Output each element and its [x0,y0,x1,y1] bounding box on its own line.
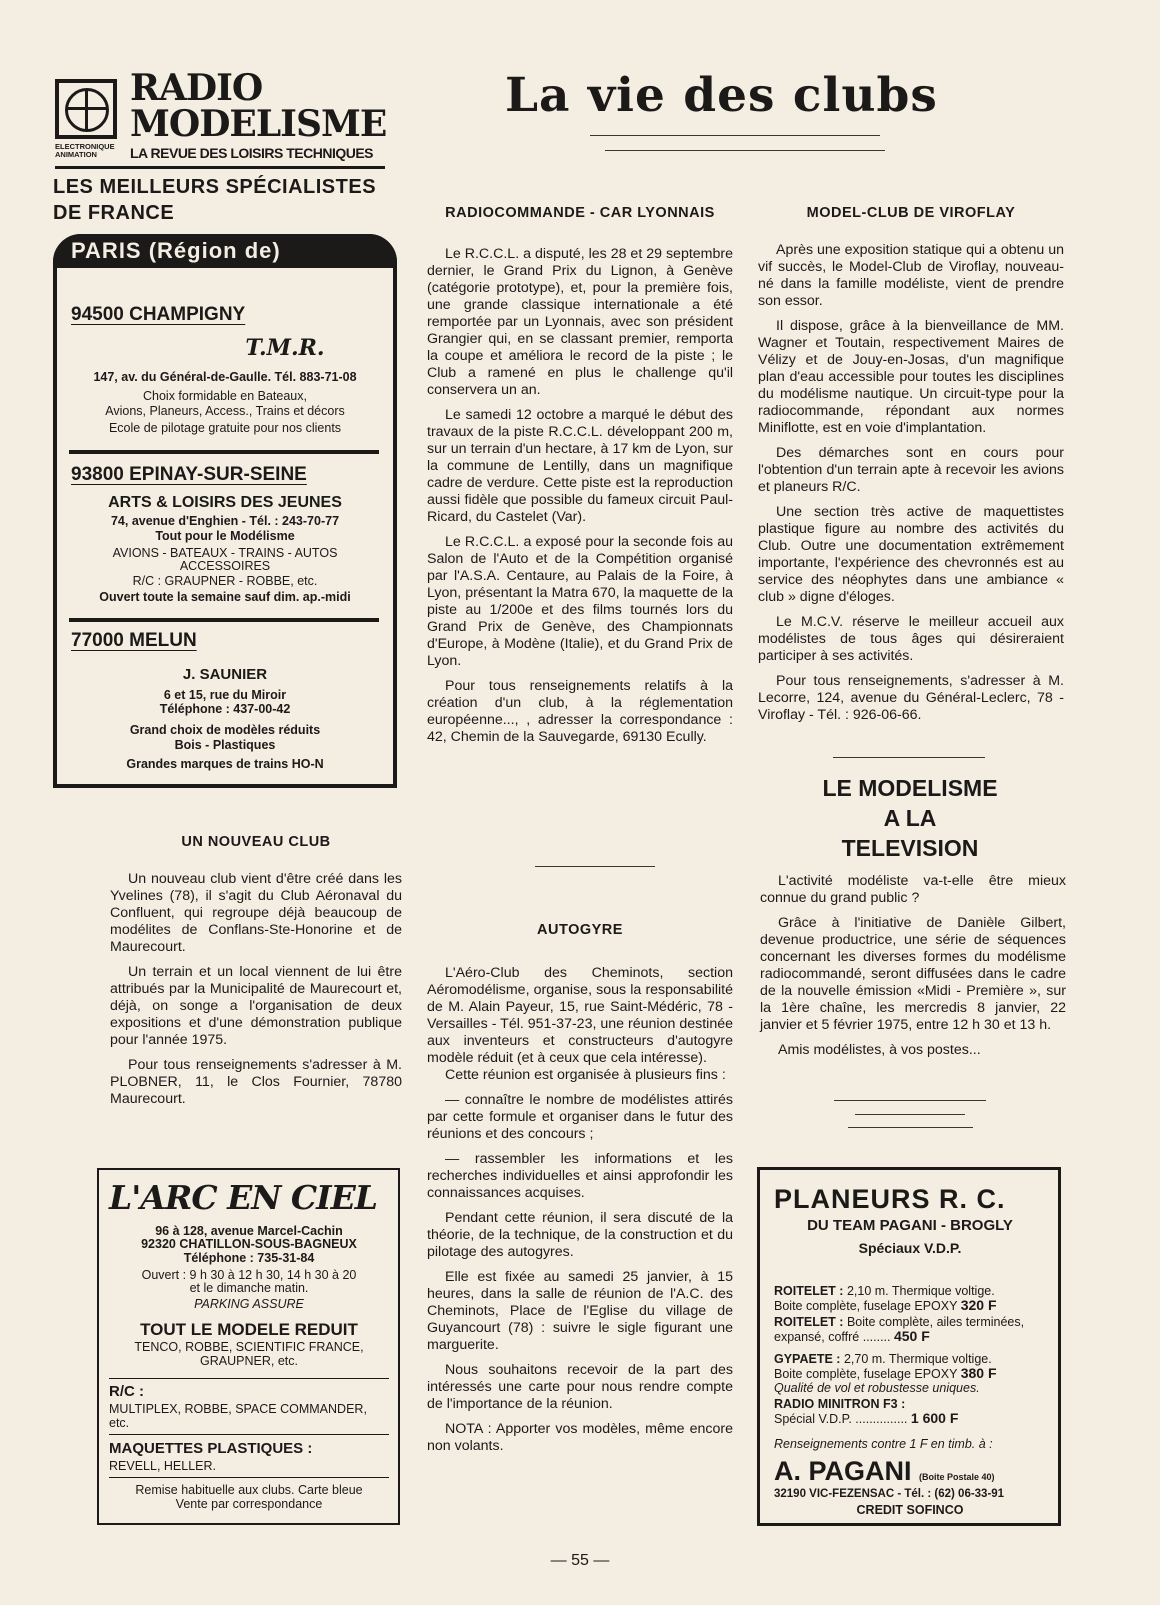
shop-line: ACCESSOIRES [179,559,271,573]
title-rule [605,150,885,151]
logo-icon [55,79,117,139]
page-title: La vie des clubs [505,68,938,123]
autogyre-article [427,922,733,1463]
arc-section-text: REVELL, HELLER. [109,1459,216,1473]
masthead-subtitle: LA REVUE DES LOISIRS TECHNIQUES [130,145,374,161]
planeurs-item: ROITELET : Boite complète, ailes terminées, expansé, coffré ........ 450 F [774,1315,1025,1344]
section-rule [833,757,985,758]
arc-section-title: TOUT LE MODELE REDUIT [140,1320,358,1339]
planeurs-address: 32190 VIC-FEZENSAC - Tél. : (62) 06-33-91 [774,1488,1005,1500]
planeurs-company: A. PAGANI (Boite Postale 40) [774,1456,995,1486]
shop-line: Téléphone : 437-00-42 [159,702,291,716]
article-paragraph: Le M.C.V. réserve le meilleur accueil aux modélistes de tous âges qui désireraient participer à ses activités. [758,614,1064,664]
article-paragraph: — rassembler les informations et les recherches individuelles et ainsi approfondir les connaissances acquises. [427,1151,733,1201]
shop-line: Bois - Plastiques [174,738,276,752]
planeurs-item: GYPAETE : 2,70 m. Thermique voltige. Boite complète, fuselage EPOXY 380 F [774,1352,997,1381]
car-lyonnais-article [427,205,733,754]
planeurs-ad [757,1167,1061,1526]
article-paragraph: Des démarches sont en cours pour l'obtention d'un terrain apte à recevoir les avions et planeurs R/C. [758,445,1064,495]
arc-title: L'ARC EN CIEL [109,1178,377,1217]
shop-line: R/C : GRAUPNER - ROBBE, etc. [132,574,318,588]
article-paragraph: Le samedi 12 octobre a marqué le début des travaux de la piste R.C.C.L. développant 200 m, sur un terrain d'un hectare, à 17 km de Lyon, sur la commune de Lentilly, dans un magnifique cadre de verdure. Cette piste est la reproduction aussi fidèle que possible du fameux circuit Paul-Ricard, du Castelet (Var). [427,407,733,525]
divider [109,1434,389,1435]
arc-address: 92320 CHATILLON-SOUS-BAGNEUX [141,1237,357,1251]
article-paragraph: Cette réunion est organisée à plusieurs fins : [445,1067,726,1083]
planeurs-radio: RADIO MINITRON F3 : [774,1397,906,1411]
shop-line: Ouvert toute la semaine sauf dim. ap.-midi [99,590,351,604]
shop-line: Choix formidable en Bateaux, [143,389,307,403]
planeurs-item: ROITELET : 2,10 m. Thermique voltige. Boite complète, fuselage EPOXY 320 F [774,1284,997,1313]
planeurs-credit: CREDIT SOFINCO [856,1503,964,1517]
article-paragraph: Une section très active de maquettistes plastique figure au nombre des activités du Club. Outre une documentation extrêmement importante, l'expérience des chevronnés est au service des néophytes dans une ambiance « club » digne d'éloges. [758,504,1064,605]
planeurs-radio-line: Spécial V.D.P. ............... 1 600 F [774,1410,959,1426]
article-paragraph: Elle est fixée au samedi 25 janvier, à 15 heures, dans la salle de réunion de l'A.C. des Cheminots, Place de l'Eglise du village de Guyancourt (78) : suivre le sigle figurant une marguerite. [427,1269,733,1353]
article-paragraph: L'Aéro-Club des Cheminots, section Aéromodélisme, organise, sous la responsabilité de M. Alain Payeur, 15, rue Saint-Médéric, 78 - Versailles - Tél. 951-37-23, une réunion destinée aux inventeurs et constructeurs d'autogyre modèle réduit (et à ceux que cela intéresse). [427,965,733,1066]
divider [69,450,379,454]
shop-line: Ecole de pilotage gratuite pour nos clients [108,421,342,435]
arc-hours: Ouvert : 9 h 30 à 12 h 30, 14 h 30 à 20 [141,1268,357,1282]
planeurs-subtitle: DU TEAM PAGANI - BROGLY [807,1217,1013,1234]
planeurs-quality: Qualité de vol et robustesse uniques. [774,1381,980,1395]
article-paragraph: Grâce à l'initiative de Danièle Gilbert, devenue productrice, une série de séquences concernant les diverses formes du modélisme radiocommandé, seront diffusées dans le cadre de la nouvelle émission «Midi - Première », sur la 1ère chaîne, les mercredis 8 janvier, 22 janvier et 5 février 1975, entre 12 h 30 et 13 h. [760,915,1066,1033]
television-heading: LE MODELISME A LA TELEVISION [822,775,998,861]
article-paragraph: Il dispose, grâce à la bienveillance de MM. Wagner et Toutain, respectivement Maires de Vélizy et de Jouy-en-Josas, d'un magnifique plan d'eau accessible pour toutes les disciplines du modélisme nautique. Un circuit-type pour la radiocommande, répondant aux normes Miniflotte, est en voie d'implantation. [758,318,1064,436]
shop-line: Tout pour le Modélisme [155,529,295,543]
arc-section-text: TENCO, ROBBE, SCIENTIFIC FRANCE, GRAUPNER, etc. [134,1340,364,1368]
arc-section-title: MAQUETTES PLASTIQUES : [109,1440,313,1457]
arc-hours: et le dimanche matin. [189,1281,309,1295]
shop-name: T.M.R. [245,335,325,361]
article-paragraph: Pour tous renseignements relatifs à la création d'un club, à la réglementation européenne..., , adresser la correspondance : 42, Chemin de la Sauvegarde, 69130 Ecully. [427,678,733,745]
shop-city: 93800 EPINAY-SUR-SEINE [71,464,307,485]
arc-address: 96 à 128, avenue Marcel-Cachin [155,1224,343,1238]
article-paragraph: Un terrain et un local viennent de lui être attribués par la Municipalité de Maurecourt et, déjà, on songe a l'organisation de deux expositions et d'une démonstration publique pour l'année 1975. [110,964,402,1048]
shop-line: Grand choix de modèles réduits [129,723,321,737]
divider [109,1477,389,1478]
shop-line: Grandes marques de trains HO-N [126,757,324,771]
article-paragraph: NOTA : Apporter vos modèles, même encore non volants. [427,1421,733,1454]
arc-footer: Remise habituelle aux clubs. Carte bleue [135,1483,363,1497]
arc-footer: Vente par correspondance [175,1497,323,1511]
television-article [760,873,1066,1067]
divider [109,1378,389,1379]
shop-name: ARTS & LOISIRS DES JEUNES [108,494,342,511]
article-paragraph: Après une exposition statique qui a obtenu un vif succès, le Model-Club de Viroflay, nouveau-né dans la famille modéliste, vient de prendre son essor. [758,242,1064,309]
page-number: — 55 — [550,1552,610,1569]
section-rule [855,1114,965,1115]
masthead-small: ELECTRONIQUE ANIMATION [55,142,115,159]
viroflay-article [758,205,1064,732]
planeurs-title: PLANEURS R. C. [774,1184,1006,1214]
section-rule [848,1127,973,1128]
article-heading: MODEL-CLUB DE VIROFLAY [806,205,1016,221]
article-heading: UN NOUVEAU CLUB [181,834,331,850]
article-paragraph: Pour tous renseignements, s'adresser à M. Lecorre, 124, avenue du Général-Leclerc, 78 - Viroflay - Tél. : 926-06-66. [758,673,1064,723]
shop-address: 74, avenue d'Enghien - Tél. : 243-70-77 [110,514,340,528]
article-paragraph: Un nouveau club vient d'être créé dans les Yvelines (78), il s'agit du Club Aéronaval du Confluent, qui regroupe déjà beaucoup de modélites de Conflans-Ste-Honorine et de Maurecourt. [110,871,402,955]
nouveau-club-article [110,834,402,1116]
article-paragraph: Le R.C.C.L. a disputé, les 28 et 29 septembre dernier, le Grand Prix du Lignon, à Genève (catégorie prototype), et, pour la première fois, une grande classique internationale a été remportée par un Lyonnais, avec son président Grangier qui, en se classant premier, remporta la coupe et améliora le record de la piste ; le Club a ramené en plus le challenge qu'il conservera un an. [427,246,733,398]
paris-ad-box [53,234,397,788]
arc-section-title: R/C : [109,1383,144,1400]
planeurs-info: Renseignements contre 1 F en timb. à : [774,1437,993,1451]
shop-name: J. SAUNIER [182,666,268,683]
masthead-radio: RADIO [130,67,263,109]
masthead-rule [55,166,385,169]
shop-line: AVIONS - BATEAUX - TRAINS - AUTOS [112,546,338,560]
article-paragraph: Le R.C.C.L. a exposé pour la seconde fois au Salon de l'Auto et de la Compétition organisé par l'A.S.A. Centaure, au Palais de la Foire, à Lyon, présentant la Matra 670, la maquette de la piste au 1/200e et des films tournés lors du Grand Prix de Genève, des Championnats d'Europe, à Modène (Italie), et du Grand Prix de Lyon. [427,534,733,669]
article-paragraph: Nous souhaitons recevoir de la part des intéressés une carte pour nous rendre compte de l'importance de la réunion. [427,1362,733,1412]
specialists-heading: LES MEILLEURS SPÉCIALISTES DE FRANCE [53,176,377,224]
title-rule [590,135,880,136]
shop-line: Avions, Planeurs, Access., Trains et décors [105,404,345,418]
article-paragraph: Pendant cette réunion, il sera discuté de la théorie, de la technique, de la construction et du pilotage des autogyres. [427,1210,733,1260]
article-heading: AUTOGYRE [537,922,623,938]
article-paragraph: Amis modélistes, à vos postes... [778,1042,981,1058]
shop-address: 147, av. du Général-de-Gaulle. Tél. 883-71-08 [93,370,357,384]
section-rule [535,866,655,867]
divider [69,618,379,622]
shop-city: 77000 MELUN [71,630,197,651]
shop-city: 94500 CHAMPIGNY [71,304,246,325]
arc-parking: PARKING ASSURE [194,1297,304,1311]
arc-en-ciel-ad [97,1168,400,1525]
arc-phone: Téléphone : 735-31-84 [183,1251,315,1265]
arc-section-text: MULTIPLEX, ROBBE, SPACE COMMANDER, etc. [109,1402,367,1430]
section-rule [834,1100,986,1101]
article-paragraph: L'activité modéliste va-t-elle être mieux connue du grand public ? [760,873,1066,906]
shop-address: 6 et 15, rue du Miroir [163,688,287,702]
article-paragraph: Pour tous renseignements s'adresser à M. PLOBNER, 11, le Clos Fournier, 78780 Maurecourt. [110,1057,402,1107]
paris-banner: PARIS (Région de) [53,234,397,268]
masthead-modelisme: MODELISME [130,103,387,145]
article-heading: RADIOCOMMANDE - CAR LYONNAIS [445,205,715,221]
article-paragraph: — connaître le nombre de modélistes attirés par cette formule et organiser dans le futur des réunions et des concours ; [427,1092,733,1142]
planeurs-subtitle: Spéciaux V.D.P. [858,1240,962,1256]
